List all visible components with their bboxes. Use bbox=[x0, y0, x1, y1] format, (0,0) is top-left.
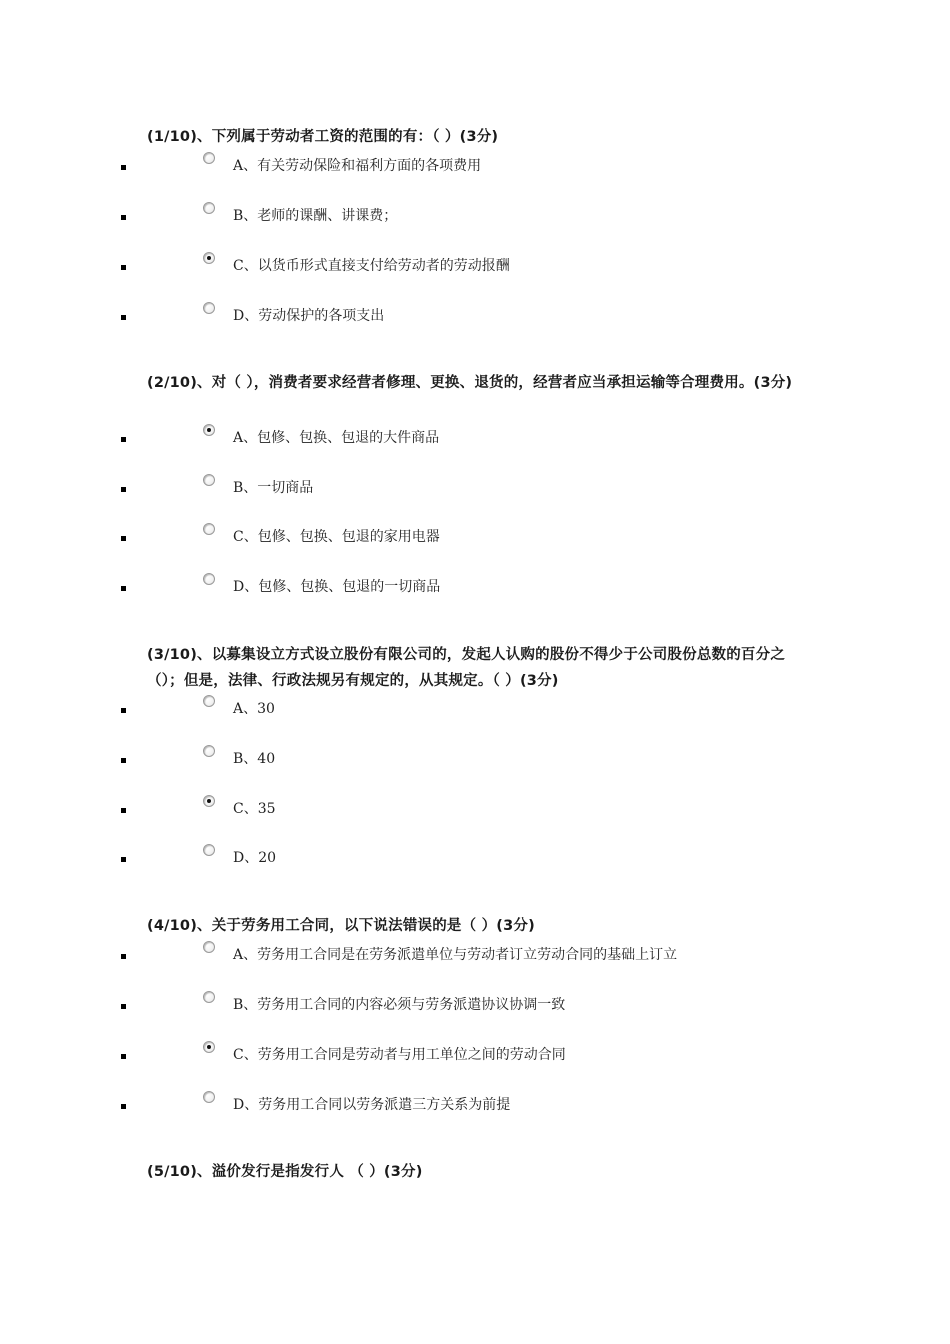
list-bullet bbox=[121, 165, 126, 170]
radio-button[interactable] bbox=[203, 523, 215, 535]
option-label: D、包修、包换、包退的一切商品 bbox=[233, 579, 441, 595]
question-title: (1/10)、下列属于劳动者工资的范围的有：（ ）(3分) bbox=[147, 129, 499, 145]
option-d[interactable] bbox=[0, 302, 950, 332]
list-bullet bbox=[121, 954, 126, 959]
question-title: (4/10)、关于劳务用工合同，以下说法错误的是（ ）(3分) bbox=[147, 918, 535, 934]
option-label: C、包修、包换、包退的家用电器 bbox=[233, 529, 440, 545]
radio-button[interactable] bbox=[203, 474, 215, 486]
radio-button[interactable] bbox=[203, 991, 215, 1003]
option-c[interactable] bbox=[0, 795, 950, 825]
option-d[interactable] bbox=[0, 573, 950, 603]
option-d[interactable] bbox=[0, 844, 950, 874]
list-bullet bbox=[121, 536, 126, 541]
option-a[interactable] bbox=[0, 941, 950, 971]
radio-button[interactable] bbox=[203, 844, 215, 856]
list-bullet bbox=[121, 586, 126, 591]
option-label: A、30 bbox=[233, 701, 275, 717]
list-bullet bbox=[121, 1054, 126, 1059]
option-label: A、有关劳动保险和福利方面的各项费用 bbox=[233, 158, 482, 174]
option-label: D、20 bbox=[233, 850, 277, 866]
list-bullet bbox=[121, 265, 126, 270]
option-label: D、劳动保护的各项支出 bbox=[233, 308, 385, 324]
option-a[interactable] bbox=[0, 695, 950, 725]
list-bullet bbox=[121, 808, 126, 813]
option-label: B、劳务用工合同的内容必须与劳务派遣协议协调一致 bbox=[233, 997, 566, 1013]
option-label: A、包修、包换、包退的大件商品 bbox=[233, 430, 440, 446]
radio-button-checked[interactable] bbox=[203, 1041, 215, 1053]
list-bullet bbox=[121, 758, 126, 763]
list-bullet bbox=[121, 1104, 126, 1109]
list-bullet bbox=[121, 1004, 126, 1009]
list-bullet bbox=[121, 487, 126, 492]
question-title: (2/10)、对（ ），消费者要求经营者修理、更换、退货的，经营者应当承担运输等合理费用。(3分) bbox=[147, 375, 793, 391]
option-b[interactable] bbox=[0, 745, 950, 775]
option-label: B、40 bbox=[233, 751, 276, 767]
radio-button[interactable] bbox=[203, 152, 215, 164]
radio-button[interactable] bbox=[203, 573, 215, 585]
option-label: C、35 bbox=[233, 801, 276, 817]
radio-button-checked[interactable] bbox=[203, 795, 215, 807]
question-title: (5/10)、溢价发行是指发行人 （ ）(3分) bbox=[147, 1164, 423, 1180]
radio-button[interactable] bbox=[203, 202, 215, 214]
question-title: (3/10)、以募集设立方式设立股份有限公司的，发起人认购的股份不得少于公司股份总数的百分之（）；但是，法律、行政法规另有规定的，从其规定。（ ）(3分) bbox=[147, 647, 786, 689]
option-a[interactable] bbox=[0, 424, 950, 454]
option-label: A、劳务用工合同是在劳务派遣单位与劳动者订立劳动合同的基础上订立 bbox=[233, 947, 678, 963]
option-label: D、劳务用工合同以劳务派遣三方关系为前提 bbox=[233, 1097, 511, 1113]
option-label: C、以货币形式直接支付给劳动者的劳动报酬 bbox=[233, 258, 510, 274]
radio-button[interactable] bbox=[203, 695, 215, 707]
radio-button-checked[interactable] bbox=[203, 424, 215, 436]
radio-button[interactable] bbox=[203, 745, 215, 757]
list-bullet bbox=[121, 437, 126, 442]
option-d[interactable] bbox=[0, 1091, 950, 1121]
option-label: B、老师的课酬、讲课费； bbox=[233, 208, 398, 224]
radio-button[interactable] bbox=[203, 302, 215, 314]
list-bullet bbox=[121, 215, 126, 220]
list-bullet bbox=[121, 857, 126, 862]
option-b[interactable] bbox=[0, 202, 950, 232]
option-c[interactable] bbox=[0, 252, 950, 282]
option-c[interactable] bbox=[0, 1041, 950, 1071]
option-a[interactable] bbox=[0, 152, 950, 182]
option-c[interactable] bbox=[0, 523, 950, 553]
radio-button[interactable] bbox=[203, 1091, 215, 1103]
option-label: C、劳务用工合同是劳动者与用工单位之间的劳动合同 bbox=[233, 1047, 566, 1063]
list-bullet bbox=[121, 315, 126, 320]
option-b[interactable] bbox=[0, 991, 950, 1021]
radio-button-checked[interactable] bbox=[203, 252, 215, 264]
list-bullet bbox=[121, 708, 126, 713]
option-b[interactable] bbox=[0, 474, 950, 504]
radio-button[interactable] bbox=[203, 941, 215, 953]
option-label: B、一切商品 bbox=[233, 480, 314, 496]
